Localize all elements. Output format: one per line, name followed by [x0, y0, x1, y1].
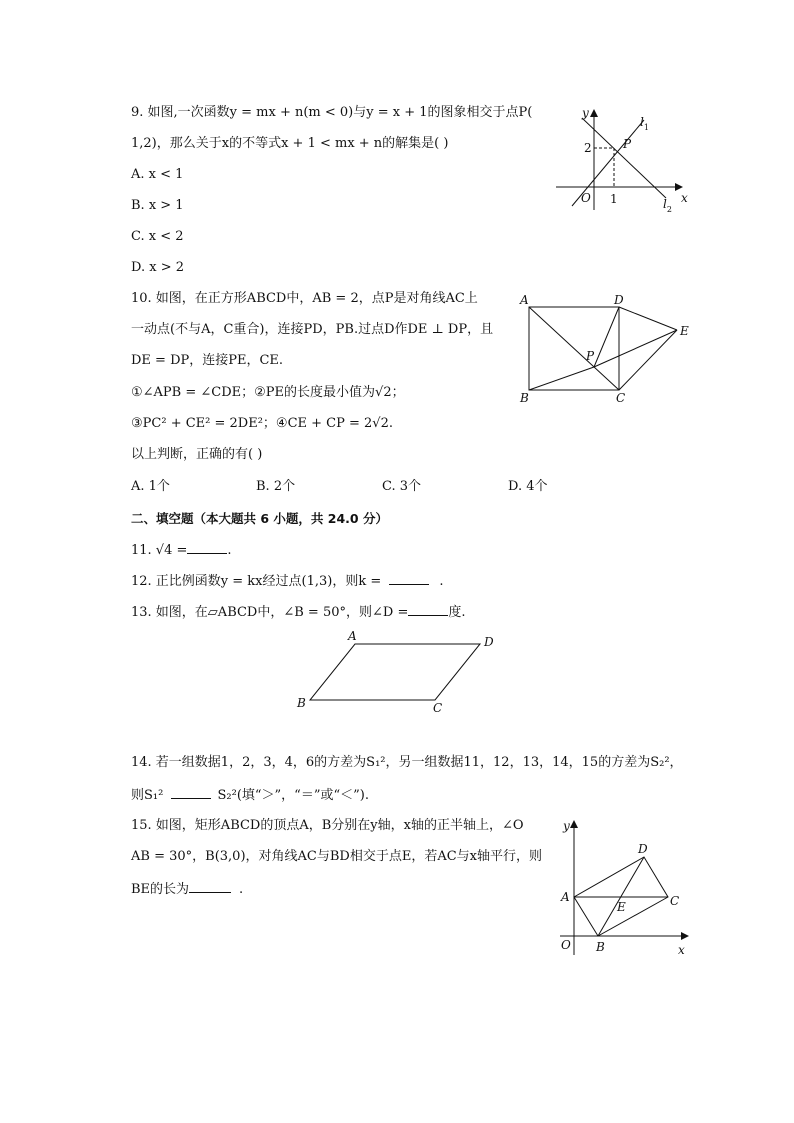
q11-answer-blank — [187, 541, 227, 554]
q9-tick-2: 2 — [584, 141, 592, 155]
q10-line-1: 10. 如图，在正方形ABCD中，AB = 2，点P是对角线AC上 — [131, 291, 478, 306]
q10-line-4: ①∠APB = ∠CDE；②PE的长度最小值为√2； — [131, 385, 405, 400]
q13-label-b: B — [297, 696, 306, 710]
q10-diagonal-ac — [529, 307, 619, 390]
q12-suffix: . — [439, 574, 444, 589]
q15-label-b: B — [596, 940, 605, 954]
q13-label-a: A — [348, 629, 357, 643]
q13-parallelogram-figure — [290, 628, 510, 718]
q10-option-b: B. 2个 — [256, 479, 296, 494]
q9-line-l2 — [582, 118, 666, 198]
q10-label-c: C — [616, 391, 626, 405]
q9-tick-1: 1 — [610, 192, 618, 206]
q10-option-d: D. 4个 — [508, 479, 548, 494]
q15-label-x: x — [678, 943, 685, 957]
q14-suffix: S₂²(填“＞”，“＝”或“＜”). — [217, 788, 369, 803]
q13-suffix: 度. — [448, 605, 466, 620]
q10-segment-ce — [619, 330, 677, 390]
q10-label-e: E — [680, 324, 689, 338]
q15-line-2: AB = 30°，B(3,0)，对角线AC与BD相交于点E，若AC与x轴平行，则 — [131, 849, 542, 864]
q10-label-d: D — [614, 293, 624, 307]
q9-graph-figure — [552, 100, 692, 220]
q10-option-a: A. 1个 — [131, 479, 170, 494]
q10-line-2: 一动点(不与A，C重合)，连接PD，PB.过点D作DE ⊥ DP，且 — [131, 322, 494, 337]
q9-line-1: 9. 如图,一次函数y = mx + n(m < 0)与y = x + 1的图象相交于点P( — [131, 105, 533, 120]
q9-line-2: 1,2)，那么关于x的不等式x + 1 < mx + n的解集是( ) — [131, 136, 449, 151]
q12-text: 12. 正比例函数y = kx经过点(1,3)，则k = — [131, 574, 382, 589]
q11-line — [131, 541, 232, 559]
q9-label-o: O — [581, 191, 591, 205]
q9-label-l1: $l_1$ — [640, 115, 649, 132]
q9-option-d: D. x > 2 — [131, 260, 184, 275]
q13-answer-blank — [408, 603, 448, 616]
q9-label-p: P — [623, 137, 632, 151]
q14-text: 则S₁² — [131, 788, 164, 803]
q10-segment-de — [619, 307, 677, 330]
q9-option-a: A. x < 1 — [131, 167, 184, 182]
q13-label-d: D — [484, 635, 494, 649]
q9-label-x: x — [681, 191, 688, 205]
q9-option-c: C. x < 2 — [131, 229, 184, 244]
q10-segment-pe — [594, 330, 677, 367]
q14-line-1: 14. 若一组数据1，2，3，4，6的方差为S₁²，另一组数据11，12，13，14，15的方差为S₂²， — [131, 755, 683, 770]
q13-text: 13. 如图，在▱ABCD中，∠B = 50°，则∠D = — [131, 605, 409, 620]
q14-line-2 — [131, 786, 369, 804]
q10-line-3: DE = DP，连接PE，CE. — [131, 353, 284, 368]
q13-label-c: C — [433, 701, 443, 715]
q15-rectangle-figure — [552, 815, 702, 960]
q9-label-l2: $l_2$ — [663, 197, 672, 214]
q15-text: BE的长为 — [131, 882, 190, 897]
q10-label-a: A — [520, 293, 529, 307]
q11-text: 11. √4 = — [131, 543, 188, 558]
q10-line-6: 以上判断，正确的有( ) — [131, 447, 263, 462]
q10-label-p: P — [586, 349, 595, 363]
q10-segment-pb — [529, 367, 594, 390]
q10-label-b: B — [520, 391, 529, 405]
q10-option-c: C. 3个 — [382, 479, 422, 494]
q9-label-y: y — [582, 106, 589, 120]
q15-label-y: y — [563, 819, 570, 833]
q15-line-3 — [131, 880, 243, 898]
section-2-heading: 二、填空题（本大题共 6 小题，共 24.0 分） — [131, 511, 388, 526]
q9-option-b: B. x > 1 — [131, 198, 184, 213]
q15-label-c: C — [670, 894, 680, 908]
q13-parallelogram-abcd — [310, 644, 480, 700]
q10-line-5: ③PC² + CE² = 2DE²；④CE + CP = 2√2. — [131, 416, 393, 431]
q15-label-a: A — [561, 890, 570, 904]
q15-suffix: . — [239, 882, 244, 897]
q11-suffix: . — [227, 543, 232, 558]
q13-line — [131, 603, 465, 621]
q15-label-o: O — [561, 938, 571, 952]
q15-label-e: E — [617, 900, 626, 914]
q15-answer-blank — [189, 880, 231, 893]
q10-square-figure — [514, 290, 704, 410]
q15-label-d: D — [638, 842, 648, 856]
q14-answer-blank — [171, 786, 211, 799]
q12-answer-blank — [389, 572, 429, 585]
q15-line-1: 15. 如图，矩形ABCD的顶点A，B分别在y轴，x轴的正半轴上，∠O — [131, 818, 524, 833]
q12-line — [131, 572, 444, 590]
